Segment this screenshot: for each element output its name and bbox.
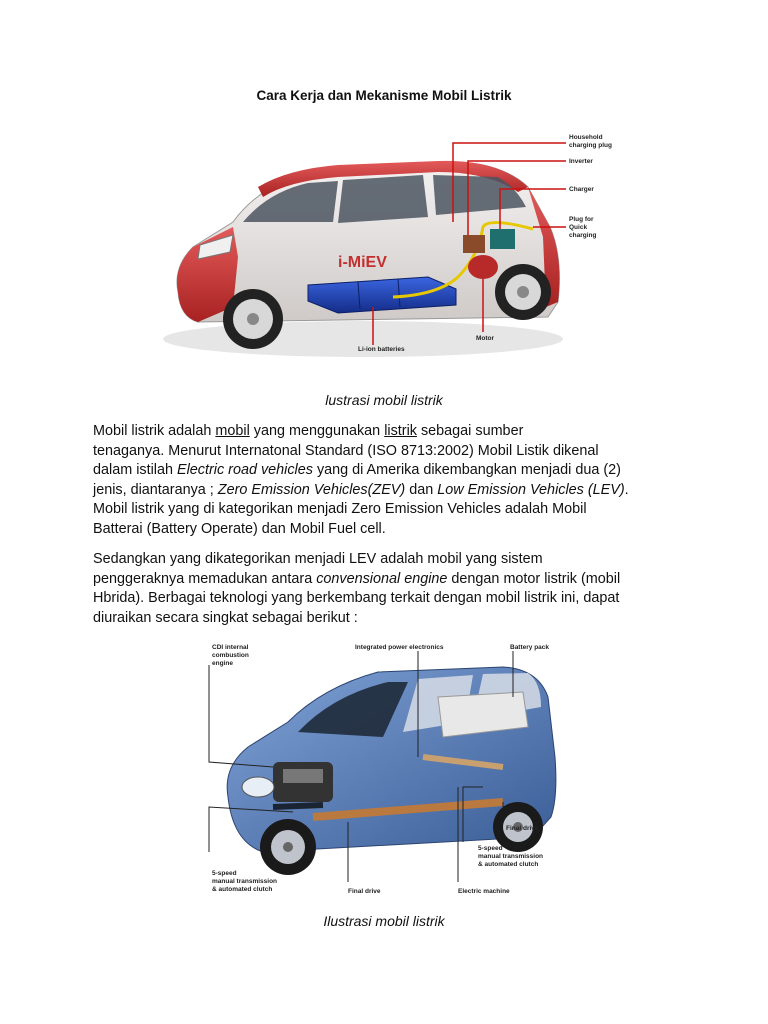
label-battery-pack: Battery pack xyxy=(510,644,550,651)
label-household-plug-2: charging plug xyxy=(569,142,612,149)
label-household-plug: Household xyxy=(569,134,603,141)
label-5speed-right-1: 5-speed xyxy=(478,845,503,852)
label-final-drive-bottom: Final drive xyxy=(348,888,381,895)
p2-line-2: penggeraknya memadukan antara convensional engine dengan motor listrik (mobil xyxy=(93,570,621,587)
p1-line-6: Batterai (Battery Operate) dan Mobil Fuel cell. xyxy=(93,520,386,537)
paragraph-2 xyxy=(93,550,683,628)
label-5speed-right-2: manual transmission xyxy=(478,853,544,860)
electric-car-illustration xyxy=(138,117,630,382)
figure2-caption: Ilustrasi mobil listrik xyxy=(323,913,445,929)
label-charger: Charger xyxy=(569,186,594,193)
p2-line-4: diuraikan secara singkat sebagai berikut : xyxy=(93,609,358,626)
p2-line-3: Hbrida). Berbagai teknologi yang berkembang terkait dengan mobil listrik ini, dapat xyxy=(93,590,620,606)
label-cdi-engine-2: combustion xyxy=(212,652,249,659)
label-cdi-engine-3: engine xyxy=(212,660,233,667)
label-batteries: Li-ion batteries xyxy=(358,346,405,353)
link-listrik[interactable]: listrik xyxy=(384,423,417,439)
label-inverter: Inverter xyxy=(569,158,593,165)
label-5speed-left-3: & automated clutch xyxy=(212,886,273,893)
p1-line-5: Mobil listrik yang di kategorikan menjadi Zero Emission Vehicles adalah Mobil xyxy=(93,501,587,517)
label-power-electronics: Integrated power electronics xyxy=(355,644,444,651)
link-mobil[interactable]: mobil xyxy=(215,423,250,439)
p1-line-1: Mobil listrik adalah mobil yang menggunakan listrik sebagai sumber xyxy=(93,423,524,439)
figure1-caption: lustrasi mobil listrik xyxy=(325,392,443,408)
p1-line-3: dalam istilah Electric road vehicles yang di Amerika dikembangkan menjadi dua (2) xyxy=(93,462,621,478)
label-electric-machine: Electric machine xyxy=(458,888,510,895)
hybrid-car-illustration xyxy=(203,637,571,902)
label-5speed-right-3: & automated clutch xyxy=(478,861,539,868)
car-model-text: i-MiEV xyxy=(338,254,387,271)
label-quick-plug-3: charging xyxy=(569,232,597,239)
label-cdi-engine-1: CDI internal xyxy=(212,644,249,651)
label-final-drive-right: Final drive xyxy=(506,825,539,832)
label-quick-plug-1: Plug for xyxy=(569,216,594,223)
figure-electric-car-diagram xyxy=(138,117,630,382)
label-5speed-left-2: manual transmission xyxy=(212,878,278,885)
label-5speed-left-1: 5-speed xyxy=(212,870,237,877)
label-motor: Motor xyxy=(476,335,495,342)
figure-hybrid-car-cutaway xyxy=(203,637,571,902)
p1-line-2: tenaganya. Menurut Internatonal Standard (ISO 8713:2002) Mobil Listik dikenal xyxy=(93,442,599,459)
p1-line-4: jenis, diantaranya ; Zero Emission Vehicles(ZEV) dan Low Emission Vehicles (LEV). xyxy=(93,481,629,498)
p2-line-1: Sedangkan yang dikategorikan menjadi LEV adalah mobil yang sistem xyxy=(93,551,543,567)
label-quick-plug-2: Quick xyxy=(569,224,588,231)
document-title: Cara Kerja dan Mekanisme Mobil Listrik xyxy=(256,88,512,103)
paragraph-1 xyxy=(93,422,683,539)
